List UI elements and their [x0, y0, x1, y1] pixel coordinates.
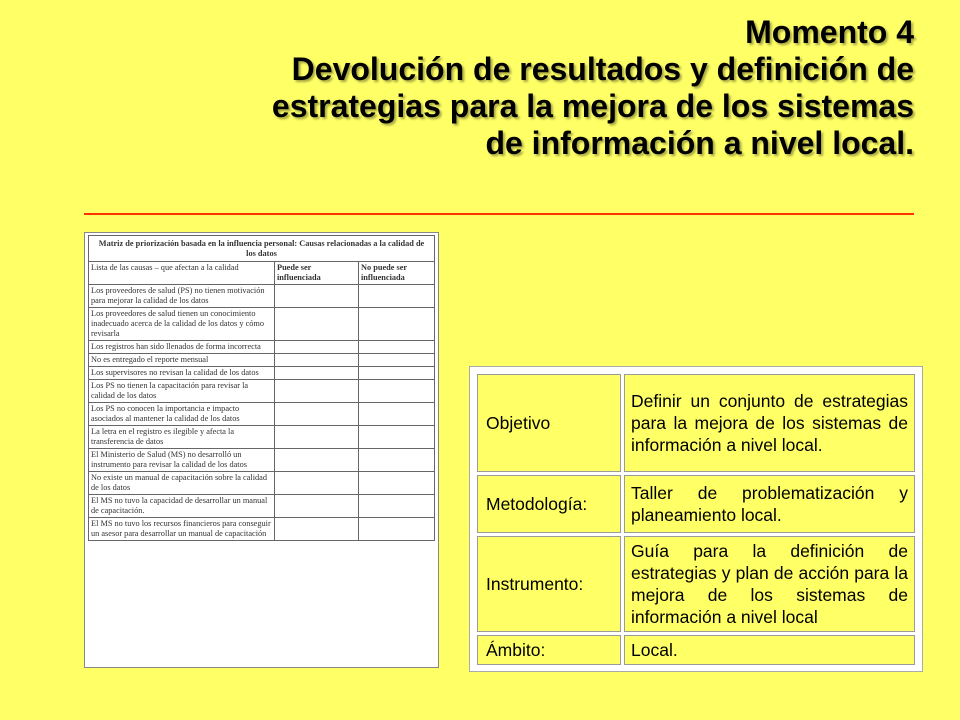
matrix-cell-can — [275, 403, 359, 426]
matrix-row — [89, 472, 435, 495]
title-line-4: de información a nivel local. — [485, 125, 914, 161]
matrix-cause: Los PS no conocen la importancia e impacto asociados al mantener la calidad de los datos — [89, 403, 275, 426]
matrix-row — [89, 518, 435, 541]
title-line-2: Devolución de resultados y definición de — [291, 51, 914, 87]
instrument-value: Guía para la definición de estrategias y plan de acción para la mejora de los sistemas de información a nivel local — [624, 536, 915, 632]
matrix-cause: Los registros han sido llenados de forma incorrecta — [89, 341, 275, 354]
matrix-cell-can — [275, 495, 359, 518]
matrix-row — [89, 403, 435, 426]
matrix-caption: Matriz de priorización basada en la influencia personal: Causas relacionadas a la calidad de los datos — [89, 236, 435, 262]
matrix-row — [89, 354, 435, 367]
matrix-header-can-influence: Puede ser influenciada — [275, 262, 359, 285]
matrix-row — [89, 367, 435, 380]
methodology-value: Taller de problematización y planeamiento local. — [624, 475, 915, 533]
matrix-row — [89, 380, 435, 403]
info-row-scope — [477, 635, 915, 665]
matrix-cause: Los proveedores de salud tienen un conocimiento inadecuado acerca de la calidad de los datos y cómo revisarla — [89, 308, 275, 341]
matrix-cell-can — [275, 367, 359, 380]
info-row-instrument — [477, 536, 915, 632]
matrix-cause: Los supervisores no revisan la calidad de los datos — [89, 367, 275, 380]
matrix-cell-can — [275, 518, 359, 541]
info-row-methodology — [477, 475, 915, 533]
matrix-cell-cannot — [359, 426, 435, 449]
scope-label: Ámbito: — [477, 635, 621, 665]
matrix-cell-cannot — [359, 403, 435, 426]
matrix-header-causes: Lista de las causas – que afectan a la calidad — [89, 262, 275, 285]
workshop-info-panel — [469, 366, 923, 672]
matrix-cause: No existe un manual de capacitación sobre la calidad de los datos — [89, 472, 275, 495]
matrix-cell-cannot — [359, 285, 435, 308]
methodology-label: Metodología: — [477, 475, 621, 533]
matrix-cause: El MS no tuvo los recursos financieros para conseguir un asesor para desarrollar un manual de capacitación — [89, 518, 275, 541]
matrix-cell-cannot — [359, 380, 435, 403]
matrix-cell-can — [275, 426, 359, 449]
matrix-cell-can — [275, 380, 359, 403]
matrix-row — [89, 341, 435, 354]
objective-label: Objetivo — [477, 374, 621, 472]
matrix-row — [89, 495, 435, 518]
matrix-cause: El Ministerio de Salud (MS) no desarrolló un instrumento para revisar la calidad de los datos — [89, 449, 275, 472]
prioritization-matrix-table — [88, 235, 435, 541]
matrix-cause: El MS no tuvo la capacidad de desarrollar un manual de capacitación. — [89, 495, 275, 518]
title-line-1: Momento 4 — [745, 14, 914, 50]
matrix-cause: Los PS no tienen la capacitación para revisar la calidad de los datos — [89, 380, 275, 403]
matrix-cell-can — [275, 341, 359, 354]
slide-title — [54, 14, 914, 162]
matrix-row — [89, 449, 435, 472]
info-row-objective — [477, 374, 915, 472]
matrix-cell-cannot — [359, 341, 435, 354]
instrument-label: Instrumento: — [477, 536, 621, 632]
matrix-cell-cannot — [359, 367, 435, 380]
matrix-cell-cannot — [359, 472, 435, 495]
objective-value: Definir un conjunto de estrategias para la mejora de los sistemas de información a nivel local. — [624, 374, 915, 472]
matrix-cell-cannot — [359, 354, 435, 367]
matrix-cell-can — [275, 354, 359, 367]
matrix-cell-can — [275, 308, 359, 341]
matrix-cell-can — [275, 449, 359, 472]
title-line-3: estrategias para la mejora de los sistemas — [271, 88, 914, 124]
matrix-cell-cannot — [359, 518, 435, 541]
matrix-cell-cannot — [359, 495, 435, 518]
matrix-cause: La letra en el registro es ilegible y afecta la transferencia de datos — [89, 426, 275, 449]
title-divider — [84, 213, 914, 215]
matrix-row — [89, 285, 435, 308]
matrix-row — [89, 308, 435, 341]
matrix-cause: Los proveedores de salud (PS) no tienen motivación para mejorar la calidad de los datos — [89, 285, 275, 308]
matrix-cell-cannot — [359, 449, 435, 472]
matrix-cell-can — [275, 285, 359, 308]
matrix-row — [89, 426, 435, 449]
matrix-cause: No es entregado el reporte mensual — [89, 354, 275, 367]
prioritization-matrix-image — [84, 232, 439, 668]
workshop-info-table — [474, 371, 918, 668]
scope-value: Local. — [624, 635, 915, 665]
matrix-cell-cannot — [359, 308, 435, 341]
matrix-cell-can — [275, 472, 359, 495]
matrix-header-cannot-influence: No puede ser influenciada — [359, 262, 435, 285]
